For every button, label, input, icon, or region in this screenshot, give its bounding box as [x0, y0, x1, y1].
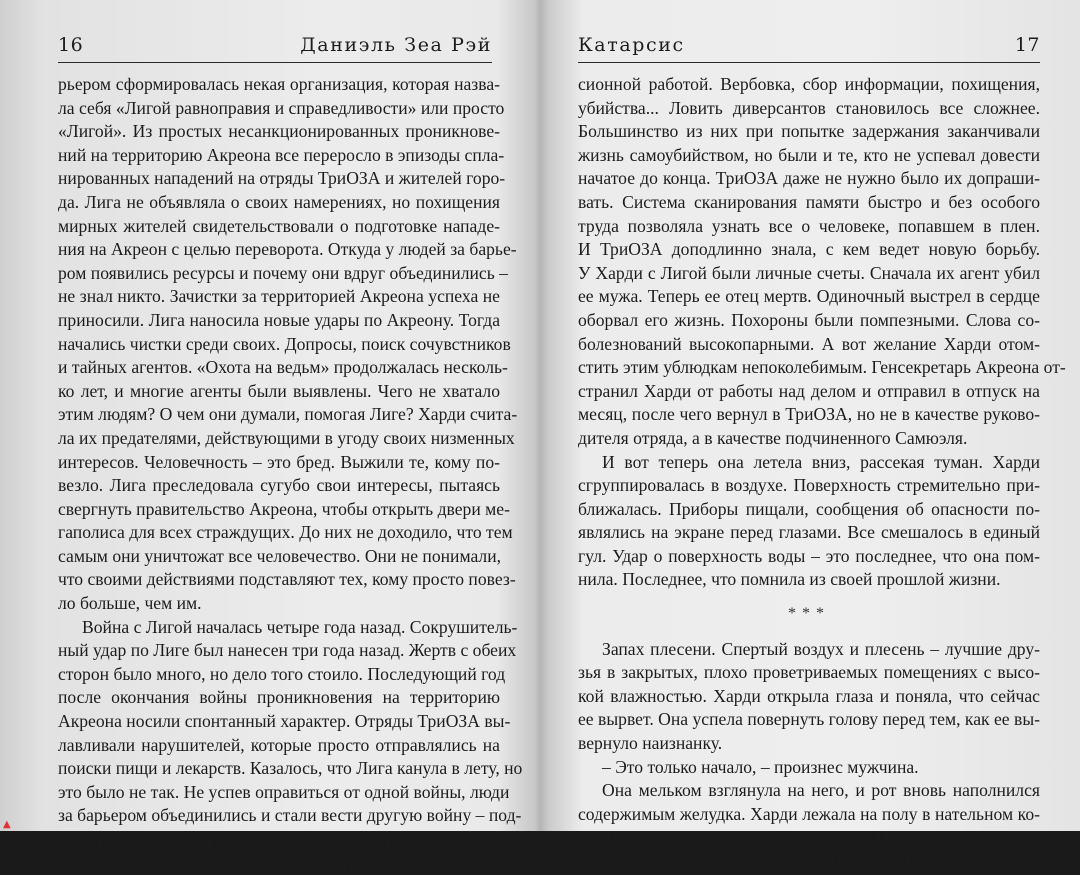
text-line: рьером сформировалась некая организация, которая назва-	[58, 74, 500, 94]
text-line: стюме. Экзокостюм с нее кто-то снял. Она попыталась при-	[578, 827, 1040, 848]
text-line: динируемые, а воровские миссии быстро сменились дивер-	[58, 852, 504, 873]
text-line: вать. Система сканирования памяти быстро и без особого	[578, 191, 1040, 212]
text-line: являлись на экране перед глазами. Все смешалось в единый	[578, 522, 1040, 543]
text-line: оборвал его жизнь. Похороны были помпезными. Слова со-	[578, 309, 1040, 330]
text-line: И вот теперь она летела вниз, рассекая туман. Харди	[602, 451, 1040, 472]
text-line: сионной работой. Вербовка, сбор информации, похищения,	[578, 74, 1040, 94]
right-page-part1	[578, 73, 1066, 592]
text-line: везло. Лига преследовала сугубо свои интересы, пытаясь	[58, 475, 500, 496]
text-line: И ТриОЗА доподлинно знала, с кем ведет новую борьбу.	[578, 239, 1040, 260]
text-line: вернуло наизнанку.	[578, 733, 723, 754]
left-page-number: 16	[58, 34, 84, 56]
text-line: самым они уничтожат все человечество. Они не понимали,	[58, 545, 502, 566]
right-page-body	[578, 73, 1066, 874]
text-line: ко лет, и многие агенты были выявлены. Чего не хватало	[58, 380, 500, 401]
text-line: подняться, но ее повело и снова вывернуло на пол.	[578, 851, 959, 871]
text-line: сгруппировалась в воздухе. Поверхность стремительно при-	[578, 475, 1040, 496]
text-line: ближалась. Приборы пищали, сообщения об опасности по-	[578, 498, 1040, 519]
text-line: это было не так. Не успев оправиться от одной войны, люди	[58, 781, 510, 802]
text-line: ла их предателями, действующими в угоду своих низменных	[58, 427, 515, 448]
corner-mark-icon: ▲	[3, 819, 11, 830]
right-page-part2	[578, 638, 1040, 874]
text-line: свергнуть правительство Акреона, чтобы открыть двери ме-	[58, 498, 510, 519]
text-line: жизнь самоубийством, но были и те, кто не успевал довести	[578, 144, 1040, 165]
text-line: за барьером объединились и стали вести другую войну – под-	[58, 805, 522, 826]
text-line: ния на Акреон с целью переворота. Откуда у людей за барье-	[58, 239, 517, 260]
text-line: что своими действиями подставляют тех, кому просто повез-	[58, 569, 516, 590]
text-line: содержимым желудка. Харди лежала на полу в нательном ко-	[578, 803, 1040, 824]
text-line: ее мужа. Теперь ее отец мертв. Одиночный выстрел в сердце	[578, 286, 1040, 307]
text-line: этим людям? О чем они думали, помогая Лиге? Харди счита-	[58, 404, 518, 425]
text-line: ла себя «Лигой равноправия и справедливости» или просто	[58, 97, 505, 118]
text-line: интересов. Человечность – это бред. Выжили те, кому по-	[58, 451, 500, 472]
text-line: ее вырвет. Она успела повернуть голову перед тем, как ее вы-	[578, 709, 1040, 730]
text-line: – Это только начало, – произнес мужчина.	[602, 756, 919, 777]
text-line: нированных нападений на отряды ТриОЗА и жителей горо-	[58, 168, 506, 189]
text-line: поиски пищи и лекарств. Казалось, что Лига канула в лету, но	[58, 758, 523, 779]
text-line: зья в закрытых, плохо проветриваемых помещениях с высо-	[578, 662, 1040, 683]
text-line: У Харди с Лигой были личные счеты. Сначала их агент убил	[578, 262, 1040, 283]
right-running-head-title: Катарсис	[578, 34, 685, 56]
text-line: Война с Лигой началась четыре года назад. Сокрушитель-	[82, 616, 518, 637]
text-line: Она мельком взглянула на него, и рот вновь наполнился	[602, 780, 1040, 801]
text-line: Большинство из них при попытке задержания заканчивали	[578, 121, 1040, 142]
text-line: гаполиса для всех страждущих. До них не доходило, что тем	[58, 522, 513, 543]
text-line: и тайных агентов. «Охота на ведьм» продолжалась несколь-	[58, 357, 508, 378]
left-running-head-author: Даниэль Зеа Рэй	[300, 34, 492, 56]
text-line: мирных жителей свидетельствовали о подготовке нападе-	[58, 215, 500, 236]
text-line: после окончания войны проникновения на территорию	[58, 687, 500, 708]
text-line: приносили. Лига наносила новые удары по Акреону. Тогда	[58, 309, 500, 330]
right-running-header	[578, 12, 1040, 63]
text-line: месяц, после чего вернул в ТриОЗА, но не в качестве руково-	[578, 404, 1040, 425]
text-line: болезнований высокопарными. А вот желание Харди отом-	[578, 333, 1040, 354]
text-line: гул. Удар о поверхность воды – это последнее, что она пом-	[578, 545, 1040, 566]
section-separator: ***	[788, 605, 830, 623]
right-page-number: 17	[1014, 34, 1040, 56]
text-line: лавливали нарушителей, которые просто отправлялись на	[58, 734, 500, 755]
text-line: да. Лига не объявляла о своих намерениях, но похищения	[58, 191, 500, 212]
text-line: ный удар по Лиге был нанесен три года назад. Жертв с обеих	[58, 640, 517, 661]
text-line: стить этим ублюдкам непоколебимым. Генсекретарь Акреона от-	[578, 357, 1066, 378]
text-line: труда позволяла узнать все о человеке, попавшем в плен.	[578, 215, 1040, 236]
text-line: кой влажностью. Харди открыла глаза и поняла, что сейчас	[578, 685, 1040, 706]
text-line: польную. Спонтанные проникновения превратились в коор-	[58, 829, 510, 849]
right-page	[540, 0, 1080, 871]
left-page	[0, 0, 530, 873]
text-line: «Лигой». Из простых несанкционированных проникнове-	[58, 121, 500, 142]
text-line: начатое до конца. ТриОЗА даже не нужно было их допраши-	[578, 168, 1040, 189]
text-line: убийства... Ловить диверсантов становилось все сложнее.	[578, 97, 1040, 118]
left-page-body	[58, 73, 523, 875]
text-line: Запах плесени. Спертый воздух и плесень – лучшие дру-	[602, 638, 1040, 659]
text-line: дителя отряда, а в качестве подчиненного Самюэля.	[578, 427, 968, 448]
text-line: начались чистки среди своих. Допросы, поиск сочувстников	[58, 333, 511, 354]
text-line: сторон было много, но дело того стоило. Последующий год	[58, 663, 506, 684]
text-line: ло больше, чем им.	[58, 593, 202, 614]
text-line: Акреона носили спонтанный характер. Отряды ТриОЗА вы-	[58, 711, 511, 732]
text-line: нила. Последнее, что помнила из своей прошлой жизни.	[578, 569, 1001, 590]
text-line: странил Харди от работы над делом и отправил в отпуск на	[578, 380, 1040, 401]
left-running-header	[58, 12, 492, 63]
text-line: ний на территорию Акреона все переросло в эпизоды спла-	[58, 144, 505, 165]
text-line: не знал никто. Зачистки за территорией Акреона успеха не	[58, 286, 500, 307]
text-line: ром появились ресурсы и почему они вдруг объединились –	[58, 262, 508, 283]
